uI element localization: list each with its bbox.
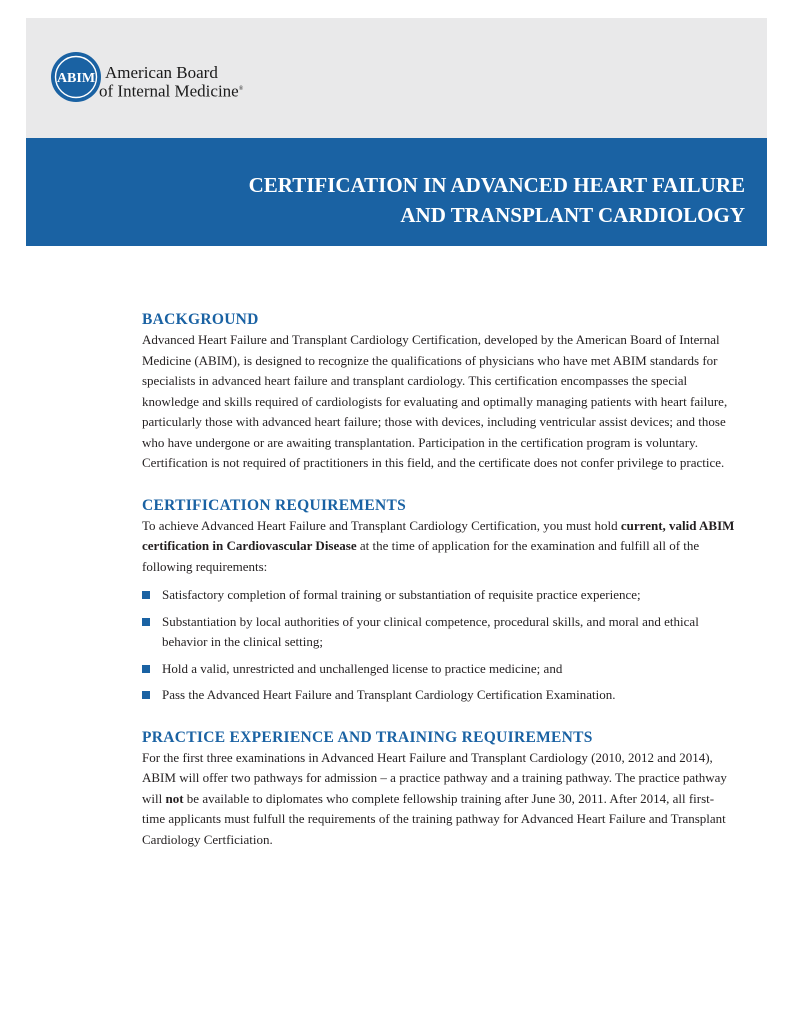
- requirements-heading: CERTIFICATION REQUIREMENTS: [142, 496, 407, 514]
- bullet-square-icon: [142, 665, 150, 673]
- title-line1: CERTIFICATION IN ADVANCED HEART FAILURE: [248, 173, 745, 197]
- list-item: Pass the Advanced Heart Failure and Transplant Cardiology Certification Examination.: [142, 685, 737, 706]
- requirements-section: [142, 496, 737, 706]
- background-section: [142, 310, 737, 474]
- org-line2: of Internal Medicine®: [99, 81, 244, 101]
- background-heading: BACKGROUND: [142, 311, 259, 328]
- org-line1: American Board: [105, 63, 218, 82]
- background-text: Advanced Heart Failure and Transplant Cardiology Certification, developed by the American Board of Internal Medicine (ABIM), is designed to recognize the qualifications of physicians who have met ABIM standards for specialists in advanced heart failure and transplant cardiology. This certification encompasses the special knowledge and skills required of cardiologists for evaluating and optimally managing patients with heart failure, particularly those with advanced heart failure; those with devices, including ventricular assist devices; and those who have undergone or are awaiting transplantation. Participation in the certification program is voluntary. Certification is not required of practitioners in this field, and the certificate does not confer privilege to practice.: [142, 332, 728, 470]
- list-item: Substantiation by local authorities of your clinical competence, procedural skills, and moral and ethical behavior in the clinical setting;: [142, 612, 737, 653]
- practice-text-bold: not: [165, 790, 184, 806]
- bullet-square-icon: [142, 591, 150, 599]
- title-line2: AND TRANSPLANT CARDIOLOGY: [400, 203, 745, 227]
- list-item: Satisfactory completion of formal training or substantiation of requisite practice experience;: [142, 585, 737, 606]
- practice-text: For the first three examinations in Advanced Heart Failure and Transplant Cardiology (2010, 2012 and 2014), ABIM will offer two pathways for admission – a practice pathway and a training pathway. The practice pathway will not be available to diplomates who complete fellowship training after June 30, 2011. After 2014, all first-time applicants must fulfull the requirements of the training pathway for Advanced Heart Failure and Transplant Cardiology Certficiation.: [142, 749, 727, 847]
- main-content: [142, 310, 737, 872]
- logo-mark-text: ABIM: [56, 71, 96, 86]
- registered-mark: ®: [238, 86, 244, 92]
- page-title: [105, 170, 745, 230]
- organization-name: [99, 63, 244, 101]
- title-band: [26, 138, 767, 246]
- requirements-intro-bold: current, valid ABIM certification in Cardiovascular Disease: [142, 517, 735, 553]
- requirements-intro: To achieve Advanced Heart Failure and Transplant Cardiology Certification, you must hold current, valid ABIM certification in Cardiovascular Disease at the time of application for the examination and fulfill all of the following requirements:: [142, 517, 735, 574]
- requirements-list: [142, 585, 737, 706]
- bullet-square-icon: [142, 691, 150, 699]
- abim-logo: [50, 51, 102, 103]
- practice-heading: PRACTICE EXPERIENCE AND TRAINING REQUIREMENTS: [142, 728, 593, 746]
- list-item: Hold a valid, unrestricted and unchallenged license to practice medicine; and: [142, 659, 737, 680]
- bullet-square-icon: [142, 618, 150, 626]
- practice-section: [142, 728, 737, 851]
